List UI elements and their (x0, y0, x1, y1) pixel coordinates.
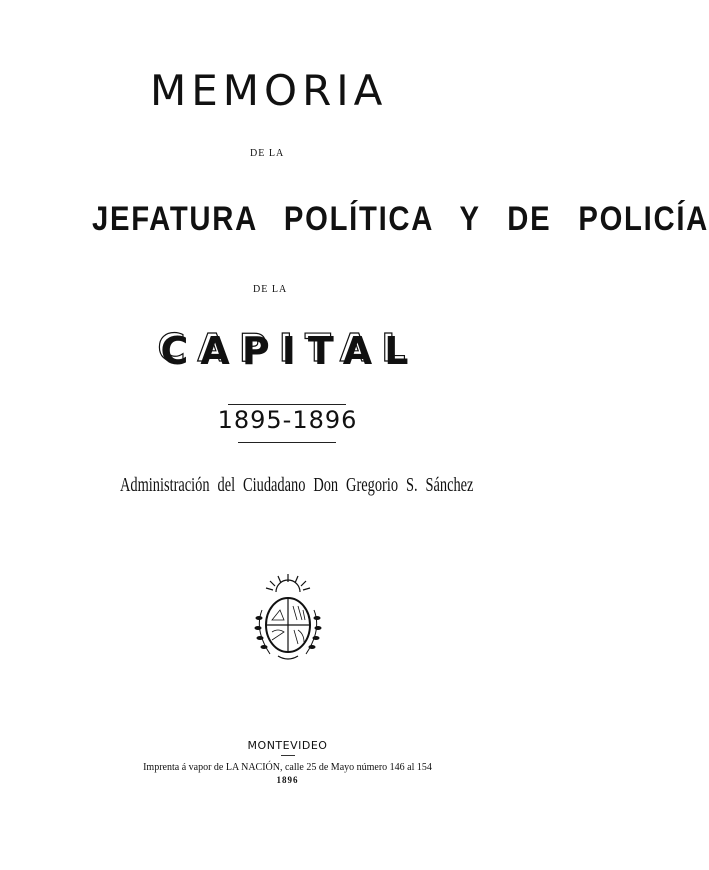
publication-year: 1896 (276, 775, 299, 785)
city-rule (281, 755, 295, 756)
capital-title: CAPITAL (157, 326, 418, 370)
connector-de-la-1: DE LA (250, 148, 285, 159)
years-range: 1895-1896 (217, 406, 358, 434)
institution-title: JEFATURA POLÍTICA Y DE POLICÍA (92, 200, 709, 238)
printer-line: Imprenta á vapor de LA NACIÓN, calle 25 de Mayo número 146 al 154 (143, 762, 432, 773)
connector-de-la-2: DE LA (253, 284, 288, 295)
years-rule-top (228, 404, 346, 405)
years-rule-bottom (238, 442, 336, 443)
main-title: MEMORIA (150, 66, 388, 115)
city-name: MONTEVIDEO (247, 739, 328, 752)
uruguay-coat-of-arms-icon (238, 570, 338, 670)
administration-line: Administración del Ciudadano Don Gregorio S. Sánchez (120, 474, 474, 496)
